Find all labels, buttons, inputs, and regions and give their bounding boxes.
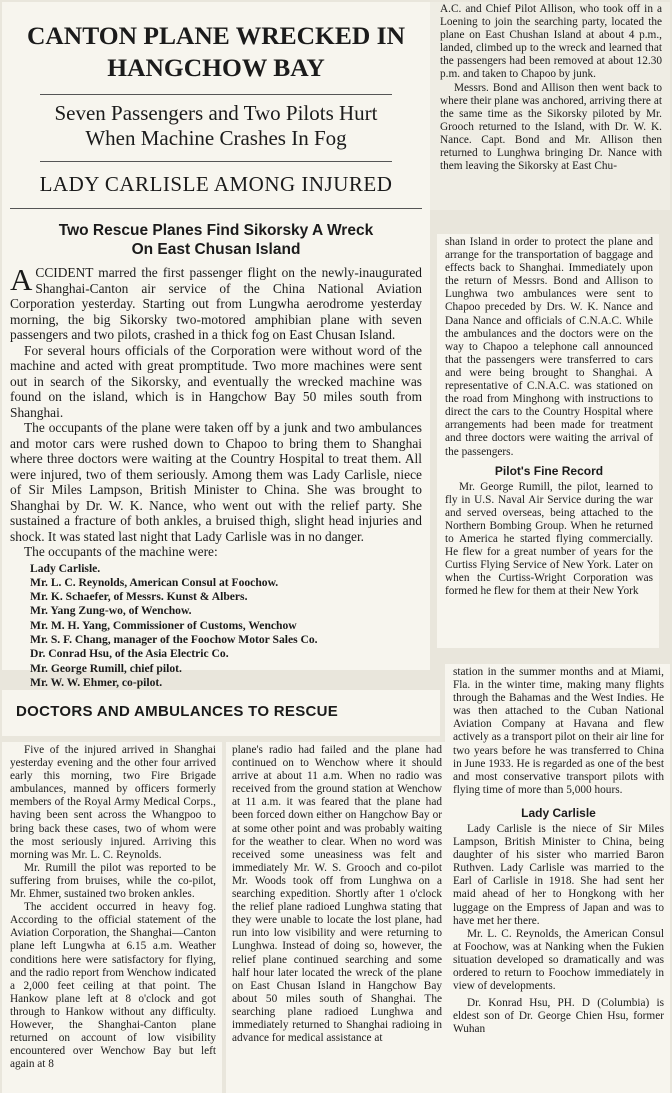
lead-paragraph-3: The occupants of the plane were taken off by a junk and two ambulances and motor cars were rushed down to Chapoo to bring them to Shanghai where three doctors were waiting at the Country Hospital to treat them. All were injured, two of them seriously. Among them was Lady Carlisle, niece of Sir Miles Lampson, British Minister to China. She was brought to Shanghai by Dr. W. K. Nance, who went out with the relief party. She sustained a fracture of both ankles, a bruised thigh, slight head injuries and shock. It was stated last night that Lady Carlisle was in no danger. xyxy=(10,420,422,544)
rule xyxy=(10,208,422,209)
list-item: Lady Carlisle. xyxy=(30,561,101,575)
rule xyxy=(40,94,392,95)
rule xyxy=(40,161,392,162)
list-item: Mr. K. Schaefer, of Messrs. Kunst & Albers. xyxy=(30,590,248,604)
list-item: Dr. Conrad Hsu, of the Asia Electric Co. xyxy=(30,647,229,661)
headline-line2: HANGCHOW BAY xyxy=(107,53,325,82)
list-item: Mr. W. W. Ehmer, co-pilot. xyxy=(30,675,163,689)
list-item: Mr. George Rumill, chief pilot. xyxy=(30,661,182,675)
right-paragraph: station in the summer months and at Miami, Fla. in the winter time, making many flights through the Bahamas and the West Indies. He was then attached to the Cuban National Aviation Company at Havana and flew actively as a transport pilot on their air line for two years before he was transferred to China in June 1933. He is regarded as one of the best and most conservative transport pilots with flying time of more than 5,000 hours. xyxy=(453,666,664,796)
right-bottom-column xyxy=(445,664,670,1093)
list-item: Mr. L. C. Reynolds, American Consul at Foochow. xyxy=(30,575,279,589)
deck3-line2: On East Chusan Island xyxy=(131,241,301,258)
lead-paragraph-2: For several hours officials of the Corporation were without word of the machine and acted with great promptitude. Two more machines were sent out in search of the Sikorsky, and eventually the wrecked machine was found on the island, which is in Hangchow Bay 50 miles south from Shanghai. xyxy=(10,342,422,420)
right-paragraph: Mr. George Rumill, the pilot, learned to fly in U.S. Naval Air Service during the war and served overseas, being attached to the Northern Bombing Group. When he returned to America he started flying commercially. He flew for a great number of years for the Curtiss Flying Service of New York. Later on when the Curtiss-Wright Corporation was formed he flew for them at their New York xyxy=(445,480,653,598)
main-article-block xyxy=(2,2,430,689)
drop-cap: A xyxy=(10,262,33,297)
deck2: LADY CARLISLE AMONG INJURED xyxy=(39,172,393,196)
lead-paragraph-1: ACCIDENT marred the first passenger flight on the newly-inaugurated Shanghai-Canton air service of the China National Aviation Corporation yesterday. Starting out from Lungwha aerodrome yesterday morning, the big Sikorsky two-motored amphibian plane with seven passengers and two pilots, crashed in a thick fog on East Chusan Island. xyxy=(10,262,422,342)
rescue-paragraph: plane's radio had failed and the plane had continued on to Wenchow where it should arrive at about 11 a.m. When no radio was received from the ground station at Wenchow at 11 a.m. it was feared that the plane had been forced down either on Hangchow Bay or at some other point and was probably waiting for the weather to clear. When no word was received some uneasiness was felt and immediately Mr. W. S. Grooch and co-pilot Mr. Woods took off from Lunghwa on a searching expedition. Shortly after 1 o'clock the relief plane radioed Lunghwa stating that they were unable to locate the lost plane, had run into low visibility and were returning to Lunghwa. Instead of doing so, however, the relief plane continued searching and some half hour later located the wreck of the plane on East Chusan Island in Hangchow Bay about 50 miles south of Shanghai. The searching plane radioed Lunghwa and immediately returned to Shanghai radioing in advance for medical assistance at xyxy=(232,744,442,1045)
right-paragraph: Mr. L. C. Reynolds, the American Consul at Foochow, was at Nanking when the Fukien situation developed so dramatically and was ordered to return to Foochow immediately in view of developments. xyxy=(453,927,664,993)
deck-line1: Seven Passengers and Two Pilots Hurt xyxy=(54,101,378,125)
rescue-heading-block xyxy=(2,690,440,736)
right-paragraph: Messrs. Bond and Allison then went back to where their plane was anchored, arriving there at the same time as the Sikorsky piloted by Mr. Grooch returned to the Island, with Dr. W. K. Nance. Capt. Bond and Mr. Allison then returned to Lunghwa bringing Dr. Nance with them leaving the Sikorsky at East Chu- xyxy=(440,81,662,173)
rescue-paragraph: The accident occurred in heavy fog. According to the official statement of the Aviation Corporation, the Shanghai—Canton plane left Lungwha at 6.15 a.m. Weather conditions here were satisfactory for flying, and the radio report from Wenchow indicated a 2,000 feet ceiling at that point. The Hankow plane left at 8 o'clock and got through to Hankow without any difficulty. However, the Shanghai-Canton plane returned on account of low visibility encountered over Wenchow Bay but left again at 8 xyxy=(10,901,216,1071)
subhead-carlisle: Lady Carlisle xyxy=(521,805,596,820)
occupant-list xyxy=(10,562,422,691)
lead-paragraph-4: The occupants of the machine were: xyxy=(24,544,218,559)
right-paragraph: A.C. and Chief Pilot Allison, who took off in a Loening to join the searching party, located the plane on East Chushan Island at about 4 p.m., landed, climbed up to the wreck and learned that the passengers had been removed at about 12.30 p.m. and taken to Chapoo by junk. xyxy=(440,3,662,81)
list-item: Mr. S. F. Chang, manager of the Foochow Motor Sales Co. xyxy=(30,632,318,646)
rescue-paragraph: Mr. Rumill the pilot was reported to be suffering from bruises, while the co-pilot, Mr. Ehmer, sustained two broken ankles. xyxy=(10,861,216,901)
right-paragraph: Dr. Konrad Hsu, PH. D (Columbia) is eldest son of Dr. George Chien Hsu, former Wuhan xyxy=(453,997,664,1036)
rescue-column-2 xyxy=(226,742,446,1093)
list-item: Mr. Yang Zung-wo, of Wenchow. xyxy=(30,604,192,618)
list-item: Mr. M. H. Yang, Commissioner of Customs, Wenchow xyxy=(30,618,297,632)
rescue-heading: DOCTORS AND AMBULANCES TO RESCUE xyxy=(16,703,339,720)
rescue-paragraph: Five of the injured arrived in Shanghai yesterday evening and the other four arrived early this morning, two Fire Brigade ambulances, manned by officers formerly members of the Royal Army Medical Corps., having been sent across the Whangpoo to bring back these cases, two of whom were the most seriously injured. Arriving this morning was Mr. L. C. Reynolds. xyxy=(10,744,216,861)
deck-line2: When Machine Crashes In Fog xyxy=(85,126,347,150)
right-mid-column xyxy=(437,234,659,648)
deck3-line1: Two Rescue Planes Find Sikorsky A Wreck xyxy=(58,222,374,239)
right-paragraph: Lady Carlisle is the niece of Sir Miles Lampson, British Minister to China, being daughter of his sister who married Baron Ruthven. Lady Carlisle was married to the Earl of Carlisle in 1918. She had sent her maid ahead of her to Hongkong with her luggage on the Empress of Japan and was to have met her there. xyxy=(453,822,664,927)
right-top-column xyxy=(430,2,670,210)
subhead-pilot: Pilot's Fine Record xyxy=(494,463,604,478)
headline-line1: CANTON PLANE WRECKED IN xyxy=(26,21,406,50)
right-paragraph: shan Island in order to protect the plane and arrange for the transportation of baggage and effects back to Shanghai. Immediately upon the return of Messrs. Bond and Allison to Lunghwa two ambulances were sent to Chapoo preceded by Drs. W. K. Nance and Dana Nance and officials of C.N.A.C. While the ambulances and the doctors were on the way to Chapoo a telephone call announced that the passengers were transferred to cars and were being brought to Shanghai. A representative of C.N.A.C. was stationed on the road from Minghong with instructions to direct the cars to the Country Hospital where arrangements had been made for treatment and three doctors were waiting the arrival of the passengers. xyxy=(445,236,653,458)
rescue-column-1 xyxy=(2,742,222,1093)
